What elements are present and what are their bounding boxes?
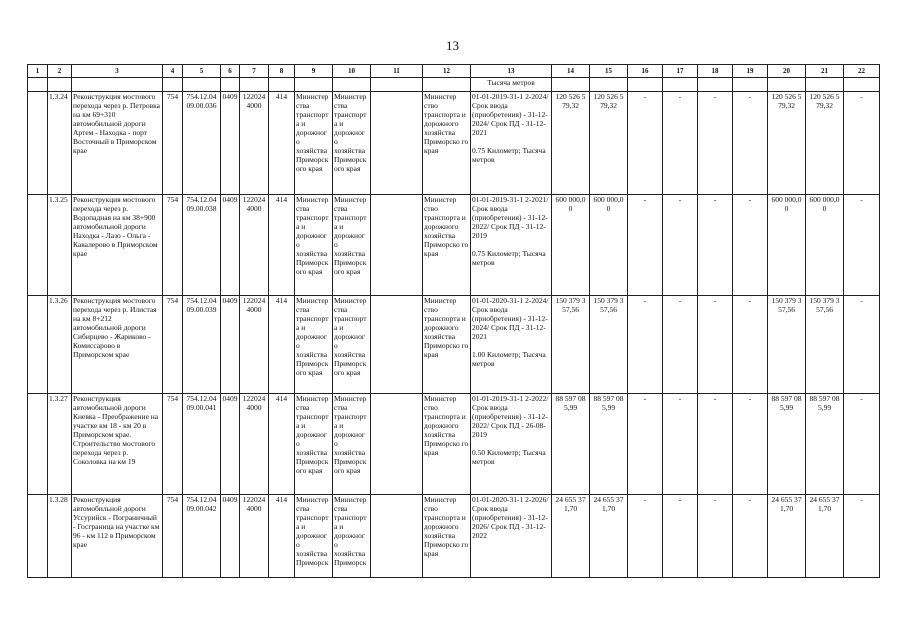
header-row bbox=[28, 65, 880, 78]
cell-col-18: - bbox=[698, 495, 733, 578]
cell-col-10: Министер ства транспорт а и дорожног о хозяйства Приморск ого края bbox=[333, 296, 371, 394]
cell-col-11 bbox=[371, 195, 423, 296]
cell-col-11 bbox=[371, 495, 423, 578]
empty-cell bbox=[371, 78, 423, 92]
cell-col-17: - bbox=[663, 296, 698, 394]
cell-col-22: - bbox=[844, 296, 880, 394]
cell-col-3: Реконструкция мостового перехода через р. Илистая на км 8+212 автомобильной дороги Сибирцево - Жариково - Комиссарово в Приморском крае bbox=[72, 296, 163, 394]
empty-cell bbox=[806, 78, 844, 92]
empty-cell bbox=[48, 78, 72, 92]
cell-col-6: 0409 bbox=[221, 394, 240, 495]
cell-col-4: 754 bbox=[163, 296, 183, 394]
cell-col-12: Министер ство транспорта и дорожного хозяйства Приморско го края bbox=[423, 394, 471, 495]
column-header: 2 bbox=[48, 65, 72, 78]
empty-cell bbox=[663, 78, 698, 92]
cell-col-2: 1.3.26 bbox=[48, 296, 72, 394]
empty-cell bbox=[221, 78, 240, 92]
empty-cell bbox=[72, 78, 163, 92]
cell-col-2: 1.3.27 bbox=[48, 394, 72, 495]
empty-cell bbox=[28, 195, 48, 296]
cell-col-6: 0409 bbox=[221, 195, 240, 296]
cell-col-21: 88 597 08 5,99 bbox=[806, 394, 844, 495]
cell-col-5: 754.12.04 09.00.041 bbox=[183, 394, 221, 495]
cell-col-22: - bbox=[844, 92, 880, 195]
cell-col-19: - bbox=[733, 394, 768, 495]
table-row bbox=[28, 296, 880, 394]
cell-col-9: Министер ства транспорт а и дорожног о хозяйства Приморск bbox=[295, 495, 333, 578]
cell-col-10: Министер ства транспорт а и дорожног о хозяйства Приморск ого края bbox=[333, 92, 371, 195]
cell-col-2: 1.3.28 bbox=[48, 495, 72, 578]
cell-col-19: - bbox=[733, 92, 768, 195]
empty-cell bbox=[295, 78, 333, 92]
cell-col-16: - bbox=[628, 394, 663, 495]
page-number: 13 bbox=[446, 38, 459, 53]
cell-col-14: 150 379 3 57,56 bbox=[552, 296, 590, 394]
column-header: 12 bbox=[423, 65, 471, 78]
cell-col-8: 414 bbox=[269, 296, 295, 394]
column-header: 9 bbox=[295, 65, 333, 78]
column-header: 18 bbox=[698, 65, 733, 78]
empty-cell bbox=[28, 394, 48, 495]
empty-cell bbox=[552, 78, 590, 92]
cell-col-22: - bbox=[844, 394, 880, 495]
cell-col-10: Министер ства транспорт а и дорожног о хозяйства Приморск ого края bbox=[333, 195, 371, 296]
cell-col-8: 414 bbox=[269, 195, 295, 296]
cell-col-5: 754.12.04 09.00.039 bbox=[183, 296, 221, 394]
cell-col-14: 600 000,0 0 bbox=[552, 195, 590, 296]
cell-col-19: - bbox=[733, 296, 768, 394]
table-row bbox=[28, 495, 880, 578]
column-header: 10 bbox=[333, 65, 371, 78]
cell-col-20: 150 379 3 57,56 bbox=[768, 296, 806, 394]
cell-col-4: 754 bbox=[163, 495, 183, 578]
empty-cell bbox=[269, 78, 295, 92]
column-header: 11 bbox=[371, 65, 423, 78]
cell-col-6: 0409 bbox=[221, 296, 240, 394]
column-header: 8 bbox=[269, 65, 295, 78]
cell-col-10: Министер ства транспорт а и дорожног о хозяйства Приморск bbox=[333, 495, 371, 578]
cell-col-13: 01-01-2020-31-1 2-2026/ Срок ввода (приобретения) - 31-12-2026/ Срок ПД - 31-12-2022 bbox=[471, 495, 552, 578]
cell-col-21: 150 379 3 57,56 bbox=[806, 296, 844, 394]
table-row bbox=[28, 394, 880, 495]
table-row bbox=[28, 92, 880, 195]
cell-col-6: 0409 bbox=[221, 495, 240, 578]
cell-col-5: 754.12.04 09.00.038 bbox=[183, 195, 221, 296]
cell-col-3: Реконструкция мостового перехода через р. Петровка на км 69+310 автомобильной дороги Артем - Находка - порт Восточный в Приморском крае bbox=[72, 92, 163, 195]
cell-col-20: 600 000,0 0 bbox=[768, 195, 806, 296]
empty-cell bbox=[28, 78, 48, 92]
cell-col-20: 24 655 37 1,70 bbox=[768, 495, 806, 578]
cell-col-14: 24 655 37 1,70 bbox=[552, 495, 590, 578]
cell-col-16: - bbox=[628, 296, 663, 394]
column-header: 20 bbox=[768, 65, 806, 78]
empty-cell bbox=[423, 78, 471, 92]
cell-col-16: - bbox=[628, 495, 663, 578]
cell-col-4: 754 bbox=[163, 394, 183, 495]
cell-col-3: Реконструкция автомобильной дороги Кневка - Преображение на участке км 18 - км 20 в Приморском крае. Строительство мостового перехода через р. Соколовка на км 19 bbox=[72, 394, 163, 495]
empty-cell bbox=[183, 78, 221, 92]
cell-col-16: - bbox=[628, 92, 663, 195]
cell-col-15: 24 655 37 1,70 bbox=[590, 495, 628, 578]
column-header: 7 bbox=[240, 65, 269, 78]
cell-col-18: - bbox=[698, 394, 733, 495]
column-header: 16 bbox=[628, 65, 663, 78]
cell-col-5: 754.12.04 09.00.036 bbox=[183, 92, 221, 195]
empty-cell bbox=[733, 78, 768, 92]
cell-col-12: Министер ство транспорта и дорожного хозяйства Приморско го края bbox=[423, 495, 471, 578]
continuation-cell: Тысяча метров bbox=[471, 78, 552, 92]
empty-cell bbox=[768, 78, 806, 92]
cell-col-14: 88 597 08 5,99 bbox=[552, 394, 590, 495]
cell-col-2: 1.3.24 bbox=[48, 92, 72, 195]
cell-col-3: Реконструкция мостового перехода через р. Водопадная на км 38+900 автомобильной дороги Находка - Лазо - Ольга - Кавалерово в Приморском крае bbox=[72, 195, 163, 296]
cell-col-13: 01-01-2019-31-1 2-2024/ Срок ввода (приобретения) - 31-12-2024/ Срок ПД - 31-12-2021 0.75 Километр; Тысяча метров bbox=[471, 92, 552, 195]
cell-col-15: 120 526 5 79,32 bbox=[590, 92, 628, 195]
cell-col-17: - bbox=[663, 195, 698, 296]
cell-col-8: 414 bbox=[269, 495, 295, 578]
column-header: 17 bbox=[663, 65, 698, 78]
cell-col-12: Министер ство транспорта и дорожного хозяйства Приморско го края bbox=[423, 296, 471, 394]
cell-col-11 bbox=[371, 394, 423, 495]
cell-col-19: - bbox=[733, 195, 768, 296]
cell-col-20: 88 597 08 5,99 bbox=[768, 394, 806, 495]
cell-col-14: 120 526 5 79,32 bbox=[552, 92, 590, 195]
column-header: 14 bbox=[552, 65, 590, 78]
column-header: 13 bbox=[471, 65, 552, 78]
cell-col-22: - bbox=[844, 495, 880, 578]
cell-col-7: 122024 4000 bbox=[240, 195, 269, 296]
column-header: 19 bbox=[733, 65, 768, 78]
cell-col-15: 150 379 3 57,56 bbox=[590, 296, 628, 394]
cell-col-21: 120 526 5 79,32 bbox=[806, 92, 844, 195]
column-header: 21 bbox=[806, 65, 844, 78]
empty-cell bbox=[333, 78, 371, 92]
cell-col-11 bbox=[371, 92, 423, 195]
cell-col-9: Министер ства транспорт а и дорожног о хозяйства Приморск ого края bbox=[295, 195, 333, 296]
cell-col-12: Министер ство транспорта и дорожного хозяйства Приморско го края bbox=[423, 92, 471, 195]
cell-col-13: 01-01-2019-31-1 2-2021/ Срок ввода (приобретения) - 31-12-2022/ Срок ПД - 31-12-2019 0.75 Километр; Тысяча метров bbox=[471, 195, 552, 296]
cell-col-2: 1.3.25 bbox=[48, 195, 72, 296]
data-table bbox=[27, 64, 880, 578]
cell-col-3: Реконструкция автомобильной дороги Уссурийск - Пограничный - Госграница на участке км 96 - км 112 в Приморском крае bbox=[72, 495, 163, 578]
cell-col-8: 414 bbox=[269, 394, 295, 495]
empty-cell bbox=[844, 78, 880, 92]
column-header: 22 bbox=[844, 65, 880, 78]
cell-col-6: 0409 bbox=[221, 92, 240, 195]
cell-col-17: - bbox=[663, 92, 698, 195]
column-header: 6 bbox=[221, 65, 240, 78]
cell-col-20: 120 526 5 79,32 bbox=[768, 92, 806, 195]
cell-col-7: 122024 4000 bbox=[240, 92, 269, 195]
table-row bbox=[28, 195, 880, 296]
cell-col-9: Министер ства транспорт а и дорожног о хозяйства Приморск ого края bbox=[295, 394, 333, 495]
cell-col-15: 88 597 08 5,99 bbox=[590, 394, 628, 495]
empty-cell bbox=[28, 296, 48, 394]
cell-col-12: Министер ство транспорта и дорожного хозяйства Приморско го края bbox=[423, 195, 471, 296]
empty-cell bbox=[628, 78, 663, 92]
empty-cell bbox=[163, 78, 183, 92]
cell-col-17: - bbox=[663, 394, 698, 495]
cell-col-13: 01-01-2020-31-1 2-2024/ Срок ввода (приобретения) - 31-12-2024/ Срок ПД - 31-12-2021 1.00 Километр; Тысяча метров bbox=[471, 296, 552, 394]
cell-col-4: 754 bbox=[163, 92, 183, 195]
cell-col-9: Министер ства транспорт а и дорожног о хозяйства Приморск ого края bbox=[295, 92, 333, 195]
empty-cell bbox=[28, 92, 48, 195]
cell-col-21: 24 655 37 1,70 bbox=[806, 495, 844, 578]
cell-col-9: Министер ства транспорт а и дорожног о хозяйства Приморск ого края bbox=[295, 296, 333, 394]
cell-col-22: - bbox=[844, 195, 880, 296]
column-header: 3 bbox=[72, 65, 163, 78]
cell-col-15: 600 000,0 0 bbox=[590, 195, 628, 296]
cell-col-13: 01-01-2019-31-1 2-2022/ Срок ввода (приобретения) - 31-12-2022/ Срок ПД - 26-08-2019 0.50 Километр; Тысяча метров bbox=[471, 394, 552, 495]
cell-col-10: Министер ства транспорт а и дорожног о хозяйства Приморск ого края bbox=[333, 394, 371, 495]
empty-cell bbox=[590, 78, 628, 92]
cell-col-18: - bbox=[698, 92, 733, 195]
cell-col-16: - bbox=[628, 195, 663, 296]
cell-col-11 bbox=[371, 296, 423, 394]
empty-cell bbox=[240, 78, 269, 92]
column-header: 15 bbox=[590, 65, 628, 78]
cell-col-18: - bbox=[698, 195, 733, 296]
continuation-row bbox=[28, 78, 880, 92]
cell-col-4: 754 bbox=[163, 195, 183, 296]
cell-col-8: 414 bbox=[269, 92, 295, 195]
cell-col-7: 122024 4000 bbox=[240, 495, 269, 578]
cell-col-19: - bbox=[733, 495, 768, 578]
cell-col-5: 754.12.04 09.00.042 bbox=[183, 495, 221, 578]
empty-cell bbox=[698, 78, 733, 92]
empty-cell bbox=[28, 495, 48, 578]
cell-col-7: 122024 4000 bbox=[240, 296, 269, 394]
cell-col-18: - bbox=[698, 296, 733, 394]
column-header: 4 bbox=[163, 65, 183, 78]
cell-col-21: 600 000,0 0 bbox=[806, 195, 844, 296]
cell-col-7: 122024 4000 bbox=[240, 394, 269, 495]
cell-col-17: - bbox=[663, 495, 698, 578]
column-header: 5 bbox=[183, 65, 221, 78]
column-header: 1 bbox=[28, 65, 48, 78]
